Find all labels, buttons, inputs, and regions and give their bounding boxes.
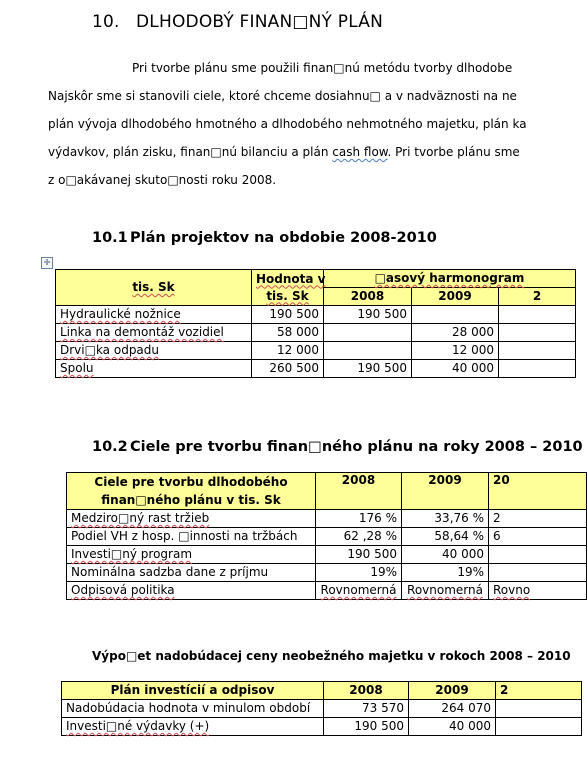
table-row <box>62 718 582 736</box>
section-number: 10.2 <box>92 439 128 455</box>
row-label <box>62 718 324 736</box>
cell-value: 260 500 <box>252 360 324 378</box>
cell-value <box>489 582 587 600</box>
cell-value: 40 000 <box>402 546 489 564</box>
cell-text: Rovno <box>493 583 531 597</box>
cell-value: 190 500 <box>316 546 402 564</box>
cell-text: Rovnomerná <box>320 583 397 597</box>
cell-value <box>489 564 587 582</box>
table-row <box>67 528 587 546</box>
goals-table <box>66 472 587 600</box>
cell-text: Investi□ný program <box>71 547 193 561</box>
table-header <box>56 270 252 306</box>
header-label: Hodnota v <box>256 271 326 286</box>
cell-value: 33,76 % <box>402 510 489 528</box>
cell-value <box>499 360 576 378</box>
table-row <box>56 306 576 324</box>
table-header <box>67 473 316 510</box>
chapter-title: DLHODOBÝ FINAN□NÝ PLÁN <box>136 12 383 32</box>
cell-value: 190 500 <box>324 718 409 736</box>
cell-value <box>489 546 587 564</box>
table-row <box>67 510 587 528</box>
cell-value <box>324 324 412 342</box>
year-header: 2008 <box>324 288 412 306</box>
table-header: Plán investícií a odpisov <box>62 682 324 700</box>
projects-table <box>55 269 576 378</box>
row-label: Nominálna sadzba dane z príjmu <box>67 564 316 582</box>
header-label: tis. Sk <box>132 280 175 294</box>
header-label: □asový harmonogram <box>374 271 525 285</box>
cell-value: 40 000 <box>409 718 496 736</box>
row-label <box>67 546 316 564</box>
chapter-number: 10. <box>92 12 120 32</box>
cell-value <box>496 718 582 736</box>
cell-text: Investi□né výdavky (+) <box>66 719 210 733</box>
cell-text: Hydraulické nožnice <box>60 307 181 321</box>
table-row <box>67 546 587 564</box>
cell-value <box>402 582 489 600</box>
cell-value: 190 500 <box>324 360 412 378</box>
section-heading-10-1 <box>92 230 437 246</box>
cell-value: 40 000 <box>412 360 499 378</box>
paragraph-line: Pri tvorbe plánu sme použili finan□nú metódu tvorby dlhodobe <box>132 61 513 75</box>
cell-value: 190 500 <box>252 306 324 324</box>
paragraph-text: výdavkov, plán zisku, finan□nú bilanciu a plán <box>48 145 329 159</box>
year-header: 2009 <box>412 288 499 306</box>
cell-text: Medziro□ný rast tržieb <box>71 511 210 525</box>
section-title: Plán projektov na obdobie 2008-2010 <box>130 230 437 246</box>
section-title: Ciele pre tvorbu finan□ného plánu na roky 2008 – 2010 <box>130 439 583 455</box>
year-header: 2009 <box>409 682 496 700</box>
table-move-handle-icon[interactable]: ✛ <box>41 257 53 269</box>
row-label: Podiel VH z hosp. □innosti na tržbách <box>67 528 316 546</box>
cell-text: Rovnomerná <box>407 583 483 597</box>
section-heading-10-2 <box>92 439 583 455</box>
cell-value: 12 000 <box>412 342 499 360</box>
cell-value <box>499 306 576 324</box>
row-label <box>56 306 252 324</box>
cell-text: Odpisová politika <box>71 583 175 597</box>
cell-value: 58 000 <box>252 324 324 342</box>
table-row <box>67 564 587 582</box>
cell-value: 12 000 <box>252 342 324 360</box>
cell-text: Linka na demontáž vozidiel <box>60 325 224 339</box>
cell-value: 19% <box>316 564 402 582</box>
cell-value <box>499 324 576 342</box>
cell-text: Spolu <box>60 361 94 375</box>
paragraph-line <box>48 145 520 159</box>
cell-value: 73 570 <box>324 700 409 718</box>
cell-value <box>499 342 576 360</box>
header-label: Ciele pre tvorbu dlhodobého <box>94 475 288 489</box>
cell-value: 28 000 <box>412 324 499 342</box>
year-header: 2 <box>496 682 582 700</box>
row-label <box>67 510 316 528</box>
paragraph-text: . Pri tvorbe plánu sme <box>387 145 520 159</box>
cell-value: 62 ,28 % <box>316 528 402 546</box>
table-row <box>67 582 587 600</box>
table-row <box>56 360 576 378</box>
row-label <box>67 582 316 600</box>
cell-value: 6 <box>489 528 587 546</box>
cell-text: Drvi□ka odpadu <box>60 343 160 357</box>
row-label <box>56 342 252 360</box>
cell-value: 264 070 <box>409 700 496 718</box>
paragraph-line: Najskôr sme si stanovili ciele, ktoré chceme dosiahnu□ a v nadväznosti na ne <box>48 89 517 103</box>
cell-value: 2 <box>489 510 587 528</box>
cell-value <box>324 342 412 360</box>
year-header: 20 <box>489 473 587 510</box>
year-header: 2008 <box>324 682 409 700</box>
year-header: 2008 <box>316 473 402 510</box>
chapter-heading <box>92 12 383 32</box>
investment-table <box>61 681 582 736</box>
paragraph-line: plán vývoja dlhodobého hmotného a dlhodobého nehmotného majetku, plán ka <box>48 117 527 131</box>
cell-value: 19% <box>402 564 489 582</box>
header-label: finan□ného plánu v tis. Sk <box>101 493 281 507</box>
cell-value: 190 500 <box>324 306 412 324</box>
cell-value <box>316 582 402 600</box>
table-header <box>252 270 324 306</box>
cell-value: 176 % <box>316 510 402 528</box>
row-label <box>56 324 252 342</box>
paragraph-line: z o□akávanej skuto□nosti roku 2008. <box>48 173 277 187</box>
cash-flow-term: cash flow <box>332 145 388 159</box>
calculation-heading: Výpo□et nadobúdacej ceny neobežného majetku v rokoch 2008 – 2010 <box>92 649 571 663</box>
year-header: 2009 <box>402 473 489 510</box>
table-row <box>56 324 576 342</box>
table-row <box>56 342 576 360</box>
year-header: 2 <box>499 288 576 306</box>
table-row <box>62 700 582 718</box>
cell-value <box>496 700 582 718</box>
row-label <box>56 360 252 378</box>
section-number: 10.1 <box>92 230 128 246</box>
table-header <box>324 270 576 288</box>
header-label: tis. Sk <box>266 288 309 303</box>
row-label: Nadobúdacia hodnota v minulom období <box>62 700 324 718</box>
cell-value: 58,64 % <box>402 528 489 546</box>
cell-value <box>412 306 499 324</box>
